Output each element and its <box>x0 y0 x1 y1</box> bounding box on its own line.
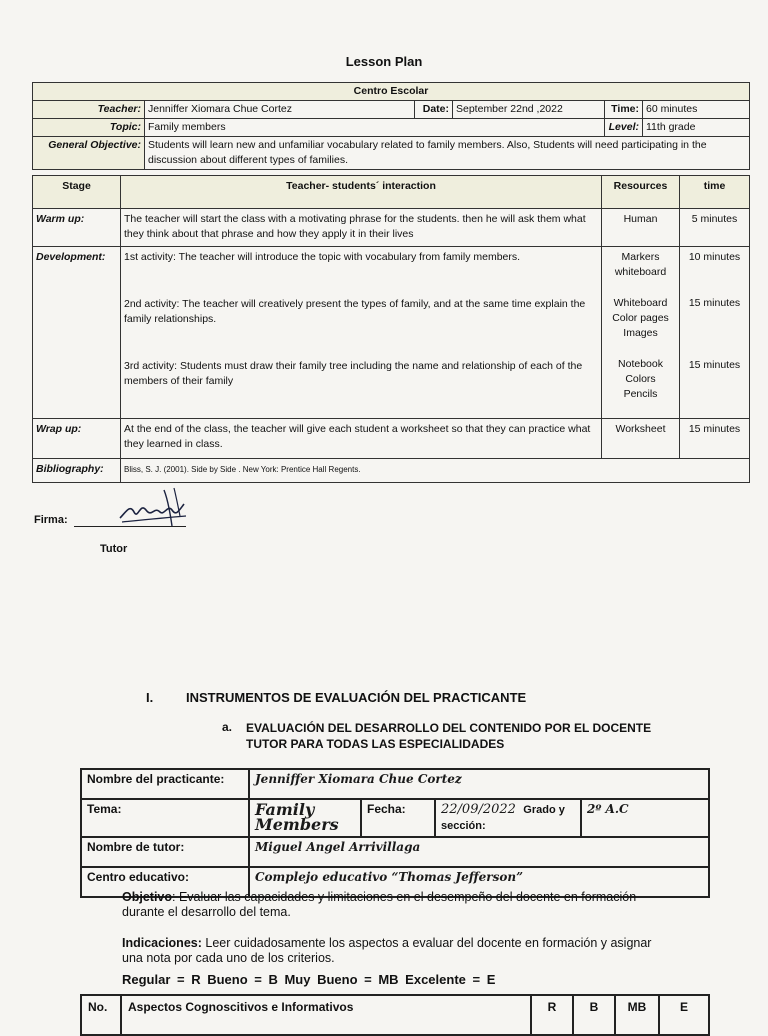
fecha-grado-cell <box>435 799 581 837</box>
indicaciones-text: Leer cuidadosamente los aspectos a evaluar del docente en formación y asignar una nota por cada uno de los criterios. <box>122 936 652 965</box>
activity-3-time: 15 minutes <box>688 359 741 371</box>
tutor-name-label: Nombre de tutor: <box>81 837 249 867</box>
subsection-title: EVALUACIÓN DEL DESARROLLO DEL CONTENIDO POR EL DOCENTE TUTOR PARA TODAS LAS ESPECIALIDADES <box>246 721 652 751</box>
development-resources <box>602 247 680 419</box>
fecha-value: 22/09/2022 <box>441 802 516 817</box>
criteria-r-header: R <box>531 995 573 1035</box>
objective-value: Students will learn new and unfamiliar vocabulary related to family members. Also, Students will need participating in the discussion about different types of families. <box>145 137 750 170</box>
tema-label: Tema: <box>81 799 249 837</box>
evaluation-info-table <box>80 768 710 898</box>
objetivo-paragraph <box>122 890 670 920</box>
topic-value: Family members <box>145 119 605 137</box>
firma-label: Firma: <box>34 514 68 526</box>
wrapup-interaction: At the end of the class, the teacher will give each student a worksheet so that they can practice what they learned in class. <box>121 419 602 459</box>
lesson-plan-title: Lesson Plan <box>345 54 423 69</box>
tutor-name: Miguel Angel Arrivillaga <box>249 837 709 867</box>
stage-warmup: Warm up: <box>33 209 121 247</box>
column-header: Stage <box>33 176 121 209</box>
handwritten-signature <box>112 482 192 532</box>
criteria-mb-header: MB <box>615 995 659 1035</box>
development-times <box>680 247 750 419</box>
section-number: I. <box>146 690 154 705</box>
date-value: September 22nd ,2022 <box>453 101 605 119</box>
activity-3: 3rd activity: Students must draw their family tree including the name and relationship of each of the members of their family <box>124 360 583 387</box>
subsection-letter: a. <box>222 720 233 734</box>
fecha-label: Fecha: <box>361 799 435 837</box>
activity-1-resources: Markers whiteboard <box>614 251 667 278</box>
stage-development: Development: <box>33 247 121 419</box>
warmup-resources: Human <box>602 209 680 247</box>
objetivo-label: Objetivo <box>122 890 173 904</box>
time-value: 60 minutes <box>643 101 750 119</box>
warmup-interaction: The teacher will start the class with a motivating phrase for the students. then he will ask them what they think about that phrase and how they apply it in their lives <box>121 209 602 247</box>
level-value: 11th grade <box>643 119 750 137</box>
teacher-value: Jenniffer Xiomara Chue Cortez <box>145 101 415 119</box>
topic-label: Topic: <box>33 119 145 137</box>
indicaciones-paragraph <box>122 936 670 966</box>
lesson-stages-table <box>32 175 750 483</box>
grado-label: Grado y sección: <box>441 804 565 832</box>
activity-3-resources: Notebook Colors Pencils <box>618 358 663 400</box>
criteria-aspect-header: Aspectos Cognoscitivos e Informativos <box>121 995 531 1035</box>
tema-value: Family Members <box>249 799 361 837</box>
time-label: Time: <box>605 101 643 119</box>
bibliography-text: Bliss, S. J. (2001). Side by Side . New York: Prentice Hall Regents. <box>121 459 750 483</box>
column-header: Resources <box>602 176 680 209</box>
activity-1-time: 10 minutes <box>688 251 741 263</box>
objective-label: General Objective: <box>33 137 145 170</box>
column-header: time <box>680 176 750 209</box>
centro-value: Complejo educativo “Thomas Jefferson” <box>249 867 709 897</box>
rating-scale: Regular = R Bueno = B Muy Bueno = MB Excelente = E <box>122 972 496 987</box>
criteria-e-header: E <box>659 995 709 1035</box>
wrapup-resources: Worksheet <box>602 419 680 459</box>
centro-label: Centro educativo: <box>81 867 249 897</box>
student-label: Nombre del practicante: <box>81 769 249 799</box>
level-label: Level: <box>605 119 643 137</box>
grado-value: 2º A.C <box>581 799 709 837</box>
criteria-table <box>80 994 710 1036</box>
activity-2-resources: Whiteboard Color pages Images <box>612 297 669 339</box>
criteria-b-header: B <box>573 995 615 1035</box>
warmup-time: 5 minutes <box>680 209 750 247</box>
activity-2: 2nd activity: The teacher will creatively present the types of family, and at the same time explain the family relationships. <box>124 298 586 325</box>
date-label: Date: <box>415 101 453 119</box>
teacher-label: Teacher: <box>33 101 145 119</box>
development-interaction <box>121 247 602 419</box>
activity-1: 1st activity: The teacher will introduce the topic with vocabulary from family members. <box>124 251 521 263</box>
wrapup-time: 15 minutes <box>680 419 750 459</box>
bibliography-label: Bibliography: <box>33 459 121 483</box>
criteria-no-header: No. <box>81 995 121 1035</box>
school-name: Centro Escolar <box>33 83 750 101</box>
section-title: INSTRUMENTOS DE EVALUACIÓN DEL PRACTICANTE <box>186 690 527 705</box>
activity-2-time: 15 minutes <box>688 297 741 309</box>
lesson-plan-header-table <box>32 82 750 170</box>
objetivo-text: : Evaluar las capacidades y limitaciones en el desempeño del docente en formación durante el desarrollo del tema. <box>122 890 637 919</box>
indicaciones-label: Indicaciones: <box>122 936 202 950</box>
stage-wrapup: Wrap up: <box>33 419 121 459</box>
tutor-label: Tutor <box>100 543 128 555</box>
student-name: Jenniffer Xiomara Chue Cortez <box>249 769 709 799</box>
column-header: Teacher- students´ interaction <box>121 176 602 209</box>
